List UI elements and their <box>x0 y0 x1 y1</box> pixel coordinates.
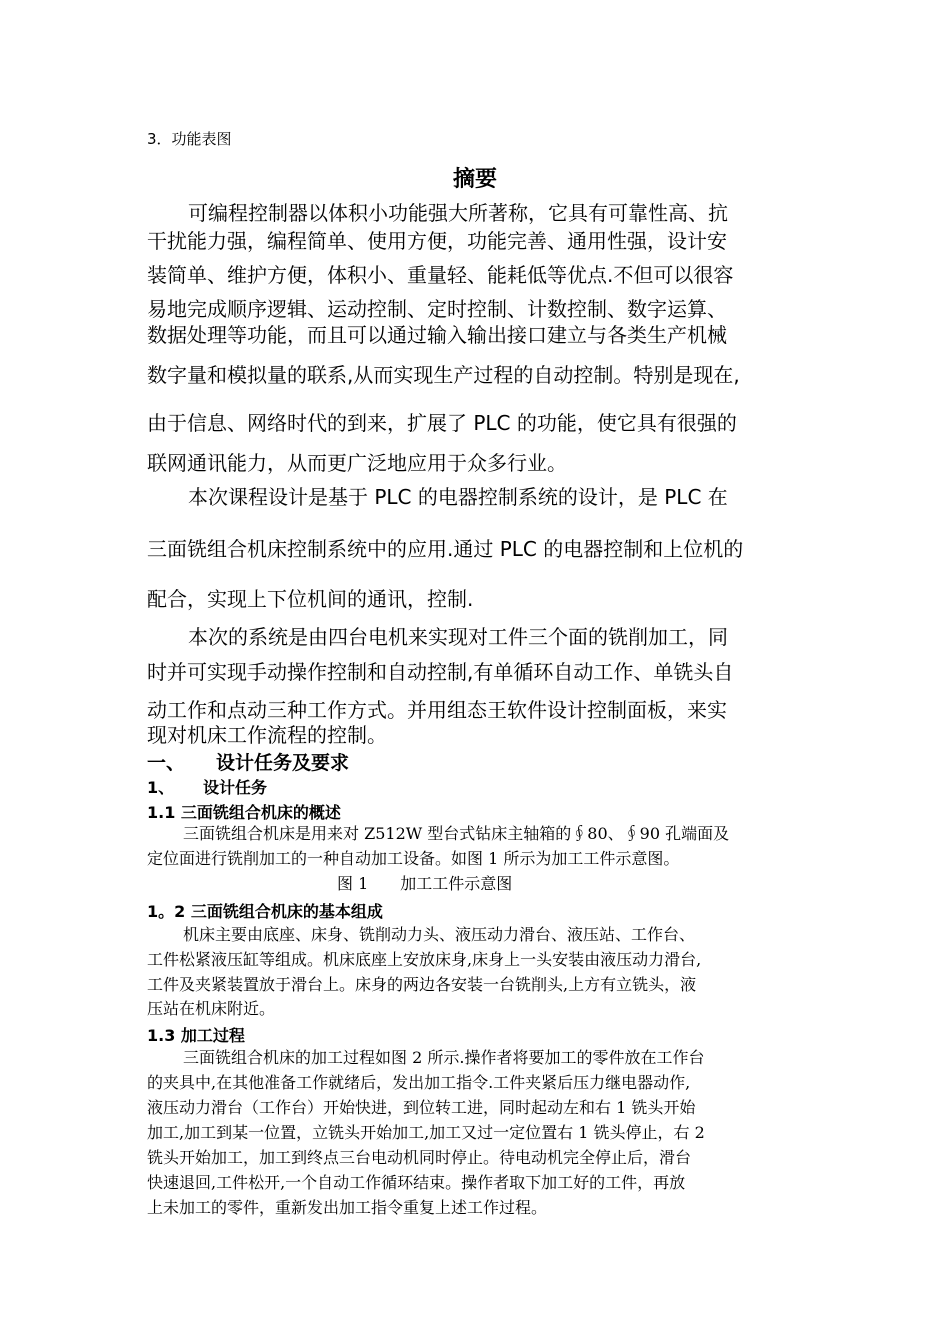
body-line: 的夹具中,在其他准备工作就绪后，发出加工指令.工件夹紧后压力继电器动作, <box>147 1073 691 1092</box>
abstract-line: 三面铣组合机床控制系统中的应用.通过 PLC 的电器控制和上位机的 <box>147 537 744 561</box>
section-number: 一、 <box>147 752 186 774</box>
abstract-line: 现对机床工作流程的控制。 <box>147 723 387 747</box>
subsection-heading: 1.1 三面铣组合机床的概述 <box>147 803 341 822</box>
subsection-heading: 1.3 加工过程 <box>147 1026 245 1045</box>
abstract-title: 摘要 <box>452 167 497 192</box>
body-line: 工件及夹紧装置放于滑台上。床身的两边各安装一台铣削头,上方有立铣头，液 <box>147 975 697 994</box>
abstract-line: 易地完成顺序逻辑、运动控制、定时控制、计数控制、数字运算、 <box>147 297 727 321</box>
body-line: 铣头开始加工，加工到终点三台电动机同时停止。待电动机完全停止后，滑台 <box>147 1148 692 1167</box>
body-line: 压站在机床附近。 <box>147 999 276 1018</box>
body-line: 液压动力滑台（工作台）开始快进，到位转工进，同时起动左和右 1 铣头开始 <box>147 1098 696 1117</box>
body-line: 加工,加工到某一位置，立铣头开始加工,加工又过一定位置右 1 铣头停止，右 2 <box>147 1123 705 1142</box>
subsection-heading: 1。2 三面铣组合机床的基本组成 <box>147 902 383 921</box>
body-line: 快速退回,工件松开,一个自动工作循环结束。操作者取下加工好的工件，再放 <box>147 1173 686 1192</box>
abstract-line: 数据处理等功能，而且可以通过输入输出接口建立与各类生产机械 <box>147 323 727 347</box>
abstract-line: 动工作和点动三种工作方式。并用组态王软件设计控制面板，来实 <box>147 698 727 722</box>
abstract-line: 联网通讯能力，从而更广泛地应用于众多行业。 <box>147 451 567 475</box>
subsection-number: 1、 <box>147 778 175 797</box>
section-label: 3．功能表图 <box>147 130 232 148</box>
body-line: 机床主要由底座、床身、铣削动力头、液压动力滑台、液压站、工作台、 <box>183 925 696 944</box>
abstract-line: 本次的系统是由四台电机来实现对工件三个面的铣削加工，同 <box>188 625 728 649</box>
abstract-line: 可编程控制器以体积小功能强大所著称，它具有可靠性高、抗 <box>188 201 728 225</box>
abstract-line: 时并可实现手动操作控制和自动控制,有单循环自动工作、单铣头自 <box>147 660 734 684</box>
figure-caption: 图 1 加工工件示意图 <box>337 874 513 893</box>
abstract-line: 干扰能力强，编程简单、使用方便，功能完善、通用性强，设计安 <box>147 229 727 253</box>
section-title: 设计任务及要求 <box>216 752 350 774</box>
body-line: 定位面进行铣削加工的一种自动加工设备。如图 1 所示为加工工件示意图。 <box>147 849 680 868</box>
abstract-line: 配合，实现上下位机间的通讯，控制. <box>147 587 474 611</box>
subsection-title: 设计任务 <box>203 778 268 797</box>
abstract-line: 由于信息、网络时代的到来，扩展了 PLC 的功能，使它具有很强的 <box>147 411 737 435</box>
abstract-line: 本次课程设计是基于 PLC 的电器控制系统的设计，是 PLC 在 <box>188 485 728 509</box>
abstract-line: 数字量和模拟量的联系,从而实现生产过程的自动控制。特别是现在, <box>147 363 740 387</box>
abstract-line: 装简单、维护方便，体积小、重量轻、能耗低等优点.不但可以很容 <box>147 263 734 287</box>
body-line: 上未加工的零件，重新发出加工指令重复上述工作过程。 <box>147 1198 548 1217</box>
body-line: 三面铣组合机床是用来对 Z512W 型台式钻床主轴箱的∮80、∮90 孔端面及 <box>183 824 730 843</box>
body-line: 三面铣组合机床的加工过程如图 2 所示.操作者将要加工的零件放在工作台 <box>183 1048 705 1067</box>
body-line: 工件松紧液压缸等组成。机床底座上安放床身,床身上一头安装由液压动力滑台, <box>147 950 702 969</box>
